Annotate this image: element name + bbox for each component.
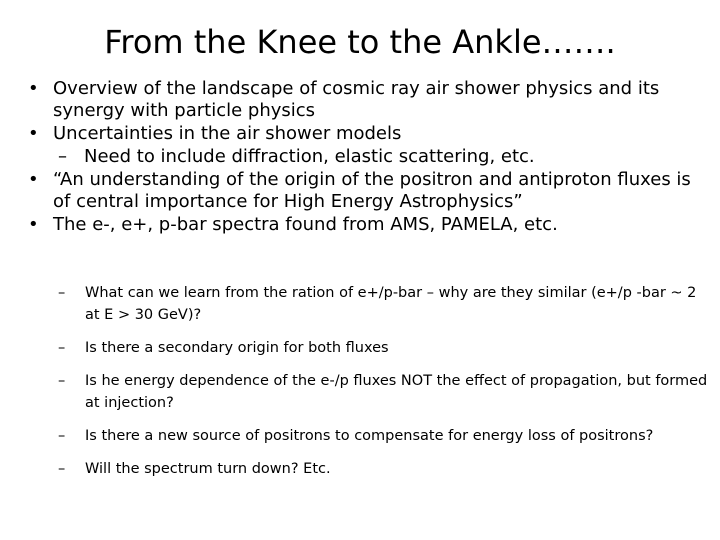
dash-marker: – — [58, 461, 66, 477]
question-text: Will the spectrum turn down? Etc. — [85, 461, 331, 477]
dash-marker: – — [58, 373, 66, 389]
sub-bullet-item — [28, 146, 708, 168]
bullet-item — [28, 123, 708, 145]
bullet-item — [28, 214, 708, 236]
bullet-list — [28, 78, 708, 237]
slide-title: From the Knee to the Ankle……. — [104, 23, 616, 61]
dash-marker: – — [58, 340, 66, 356]
dash-marker: – — [58, 428, 66, 444]
bullet-marker: • — [28, 123, 39, 144]
question-list — [58, 282, 708, 491]
bullet-text: “An understanding of the origin of the positron and antiproton fluxes is of central importance for High Energy Astrophysics” — [53, 169, 691, 212]
bullet-text: Overview of the landscape of cosmic ray air shower physics and its synergy with particle physics — [53, 78, 660, 121]
question-text: Is he energy dependence of the e-/p fluxes NOT the effect of propagation, but formed at injection? — [85, 373, 708, 411]
bullet-text: Uncertainties in the air shower models — [53, 123, 402, 144]
bullet-item — [28, 169, 708, 213]
question-text: What can we learn from the ration of e+/p-bar – why are they similar (e+/p -bar ~ 2 at E > 30 GeV)? — [85, 285, 697, 323]
question-text: Is there a secondary origin for both fluxes — [85, 340, 389, 356]
bullet-marker: • — [28, 78, 39, 99]
bullet-item — [28, 78, 708, 122]
sub-bullet-text: Need to include diffraction, elastic scattering, etc. — [84, 146, 535, 167]
bullet-text: The e-, e+, p-bar spectra found from AMS, PAMELA, etc. — [53, 214, 558, 235]
question-item — [58, 282, 708, 326]
bullet-marker: • — [28, 214, 39, 235]
dash-marker: – — [58, 146, 67, 167]
question-text: Is there a new source of positrons to compensate for energy loss of positrons? — [85, 428, 654, 444]
question-item — [58, 425, 708, 447]
question-item — [58, 458, 708, 480]
question-item — [58, 337, 708, 359]
bullet-marker: • — [28, 169, 39, 190]
question-item — [58, 370, 708, 414]
dash-marker: – — [58, 285, 66, 301]
